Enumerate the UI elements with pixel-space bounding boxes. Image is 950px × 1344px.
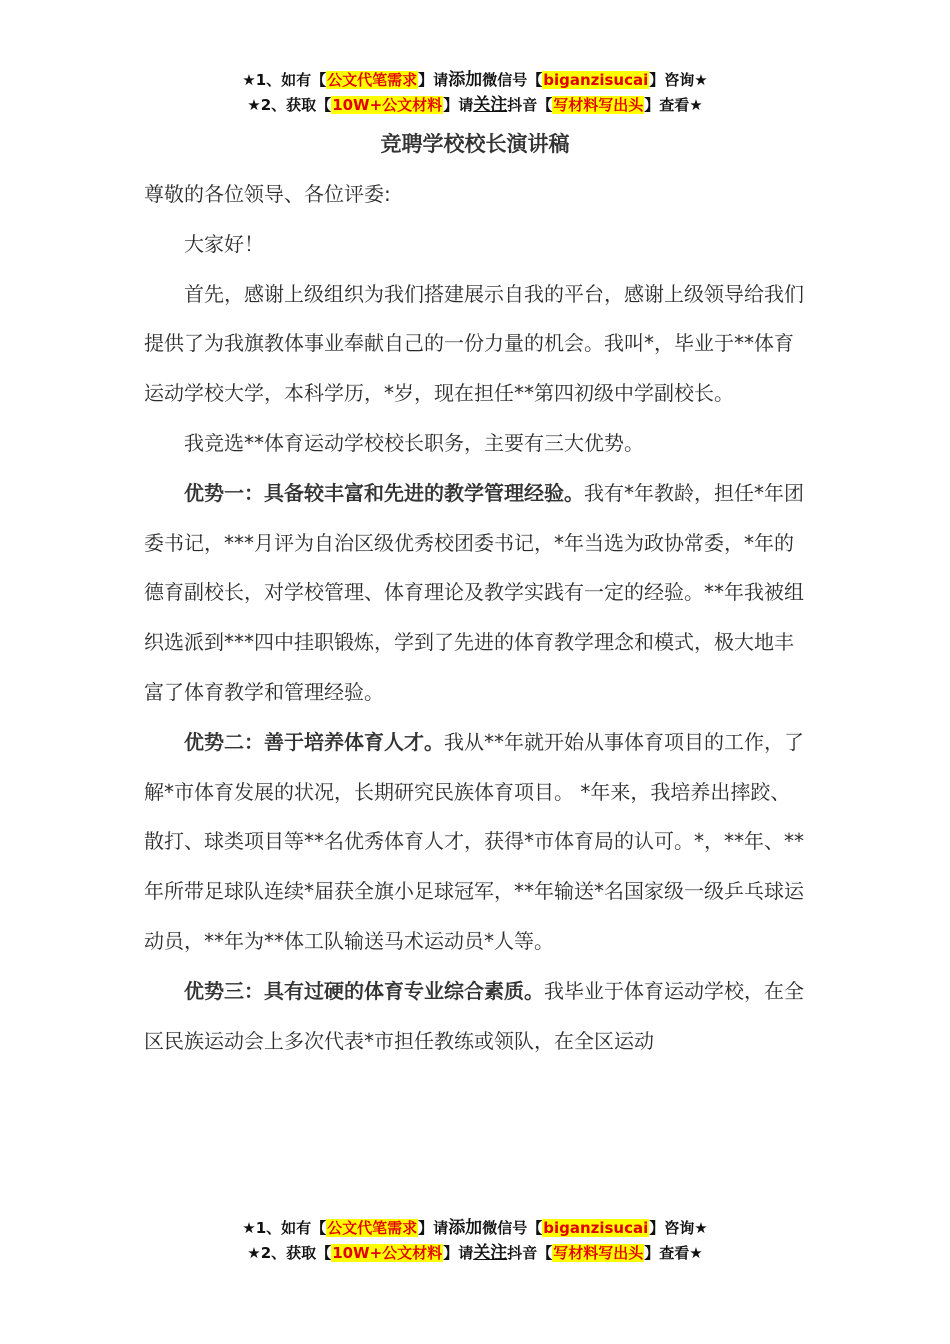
highlight-douyin: 写材料写出头	[553, 96, 644, 114]
star-icon: ★	[247, 1244, 261, 1262]
star-icon: ★	[242, 1219, 256, 1237]
highlight-douyin: 写材料写出头	[553, 1244, 644, 1262]
document-body	[144, 170, 810, 1066]
promo-banner-top	[0, 68, 950, 118]
highlight-wechat-id: biganzisucai	[543, 1219, 649, 1237]
paragraph: 我竞选**体育运动学校校长职务，主要有三大优势。	[184, 430, 644, 455]
paragraph: 大家好！	[184, 231, 264, 256]
highlight-materials: 10W+公文材料	[332, 1244, 443, 1262]
paragraph-lead: 优势三：具有过硬的体育专业综合素质。	[184, 978, 544, 1003]
salutation: 尊敬的各位领导、各位评委:	[144, 182, 391, 206]
highlight-materials: 10W+公文材料	[332, 96, 443, 114]
promo-line-2: ★2、获取【10W+公文材料】请关注抖音【写材料写出头】查看★	[247, 95, 703, 115]
paragraph: 优势一：具备较丰富和先进的教学管理经验。我有*年教龄，担任*年团委书记，***月评为自治区级优秀校团委书记，*年当选为政协常委，*年的德育副校长，对学校管理、体育理论及教学实践有一定的经验。**年我被组织选派到***四中挂职锻炼，学到了先进的体育教学理念和模式，极大地丰富了体育教学和管理经验。	[144, 480, 804, 704]
promo-line-1: ★1、如有【公文代笔需求】请添加微信号【biganzisucai】咨询★	[242, 70, 708, 90]
promo-line-2: ★2、获取【10W+公文材料】请关注抖音【写材料写出头】查看★	[247, 1243, 703, 1263]
promo-line-1: ★1、如有【公文代笔需求】请添加微信号【biganzisucai】咨询★	[242, 1218, 708, 1238]
highlight-service: 公文代笔需求	[327, 71, 418, 89]
paragraph: 优势二：善于培养体育人才。我从**年就开始从事体育项目的工作，了解*市体育发展的状况，长期研究民族体育项目。 *年来，我培养出摔跤、散打、球类项目等**名优秀体育人才，获得*市体育局的认可。*，**年、**年所带足球队连续*届获全旗小足球冠军，**年输送*名国家级一级乒乓球运动员，**年为**体工队输送马术运动员*人等。	[144, 729, 804, 953]
paragraph-lead: 优势二：善于培养体育人才。	[184, 729, 444, 754]
paragraph-lead: 优势一：具备较丰富和先进的教学管理经验。	[184, 480, 584, 505]
paragraph: 首先，感谢上级组织为我们搭建展示自我的平台，感谢上级领导给我们提供了为我旗教体事业奉献自己的一份力量的机会。我叫*，毕业于**体育运动学校大学，本科学历，*岁，现在担任**第四初级中学副校长。	[144, 281, 804, 406]
paragraph: 优势三：具有过硬的体育专业综合素质。我毕业于体育运动学校，在全区民族运动会上多次代表*市担任教练或领队，在全区运动	[144, 978, 804, 1053]
highlight-service: 公文代笔需求	[327, 1219, 418, 1237]
document-title: 竞聘学校校长演讲稿	[380, 132, 570, 156]
highlight-wechat-id: biganzisucai	[543, 71, 649, 89]
promo-banner-bottom	[0, 1216, 950, 1266]
star-icon: ★	[242, 71, 256, 89]
star-icon: ★	[247, 96, 261, 114]
